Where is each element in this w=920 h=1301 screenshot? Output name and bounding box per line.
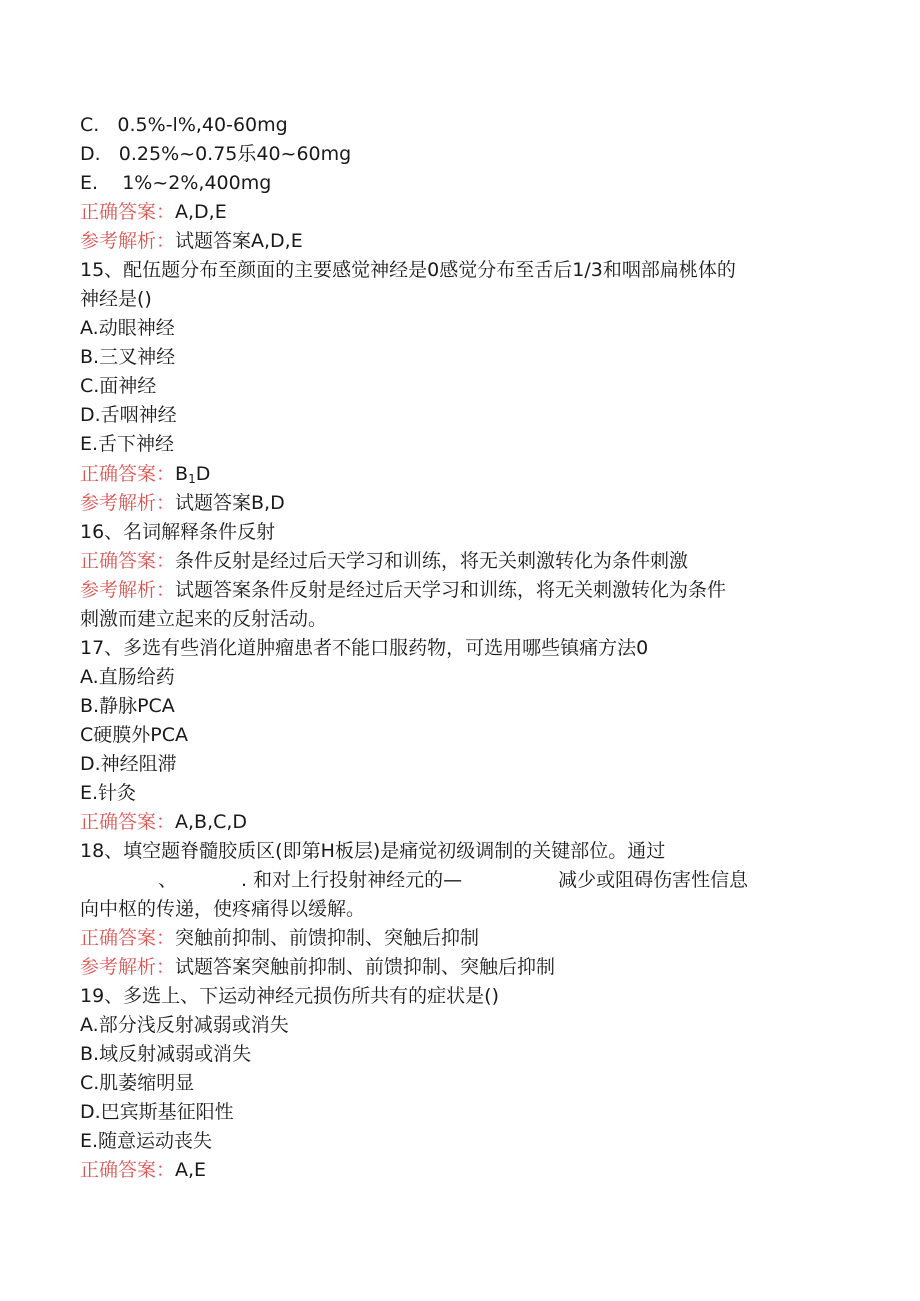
q17-answer [80, 809, 247, 835]
answer-value-b: B [175, 463, 189, 485]
answer-label: 正确答案： [80, 463, 176, 485]
stem-segment: . 和对上行投射神经元的— [241, 869, 463, 891]
q16-analysis-line2: 刺激而建立起来的反射活动。 [80, 608, 328, 630]
answer-value-subscript: 1 [188, 472, 196, 486]
answer-value-d: D [195, 463, 211, 485]
q14-answer [80, 199, 227, 225]
q15-answer [80, 461, 210, 492]
q17-option-a: A.直肠给药 [80, 666, 175, 688]
analysis-value: 试题答案突触前抑制、前馈抑制、突触后抑制 [175, 956, 556, 978]
answer-label: 正确答案： [80, 550, 176, 572]
q14-option-e: E. 1%~2%,400mg [80, 172, 272, 194]
q16-stem: 16、名词解释条件反射 [80, 521, 276, 543]
q17-option-e: E.针灸 [80, 782, 137, 804]
analysis-label: 参考解析： [80, 579, 176, 601]
analysis-label: 参考解析： [80, 956, 176, 978]
q17-option-b: B.静脉PCA [80, 695, 175, 717]
q15-option-e: E.舌下神经 [80, 433, 175, 455]
analysis-value: 试题答案B,D [175, 492, 285, 514]
answer-label: 正确答案： [80, 201, 176, 223]
q19-option-e: E.随意运动丧失 [80, 1130, 213, 1152]
q19-option-b: B.域反射减弱或消失 [80, 1043, 252, 1065]
answer-value: 条件反射是经过后天学习和训练，将无关刺激转化为条件刺激 [175, 550, 689, 572]
q14-option-c: C. 0.5%-l%,40-60mg [80, 114, 288, 136]
q18-stem-line3: 向中枢的传递，使疼痛得以缓解。 [80, 898, 366, 920]
q16-analysis [80, 577, 726, 603]
q19-option-c: C.肌萎缩明显 [80, 1072, 195, 1094]
q19-stem: 19、多选上、下运动神经元损伤所共有的症状是() [80, 985, 500, 1007]
q17-stem: 17、多选有些消化道肿瘤患者不能口服药物，可选用哪些镇痛方法0 [80, 637, 649, 659]
q19-option-a: A.部分浅反射减弱或消失 [80, 1014, 289, 1036]
q18-stem-line1: 18、填空题脊髓胶质区(即第H板层)是痛觉初级调制的关键部位。通过 [80, 840, 666, 862]
q15-option-d: D.舌咽神经 [80, 404, 177, 426]
q14-option-d: D. 0.25%~0.75乐40~60mg [80, 143, 352, 165]
q15-option-b: B.三叉神经 [80, 346, 176, 368]
blank-separator: 、 [158, 869, 178, 891]
q15-option-c: C.面神经 [80, 375, 157, 397]
answer-value: A,D,E [175, 201, 227, 223]
q17-option-d: D.神经阻滞 [80, 753, 177, 775]
q16-answer [80, 548, 688, 574]
q15-option-a: A.动眼神经 [80, 317, 175, 339]
answer-label: 正确答案： [80, 1159, 176, 1181]
analysis-value: 试题答案A,D,E [175, 230, 303, 252]
q17-option-c: C硬膜外PCA [80, 724, 188, 746]
analysis-label: 参考解析： [80, 492, 176, 514]
answer-value: A,E [175, 1159, 207, 1181]
q19-answer [80, 1157, 206, 1183]
analysis-value-line1: 试题答案条件反射是经过后天学习和训练，将无关刺激转化为条件 [175, 579, 727, 601]
answer-label: 正确答案： [80, 927, 176, 949]
q18-answer [80, 925, 479, 951]
answer-value: 突触前抑制、前馈抑制、突触后抑制 [175, 927, 480, 949]
answer-label: 正确答案： [80, 811, 176, 833]
stem-segment-end: 减少或阻碍伤害性信息 [558, 869, 749, 891]
analysis-label: 参考解析： [80, 230, 176, 252]
q18-stem-line2 [80, 867, 748, 893]
q19-option-d: D.巴宾斯基征阳性 [80, 1101, 234, 1123]
answer-value: A,B,C,D [175, 811, 248, 833]
q14-analysis [80, 228, 303, 254]
q15-stem-line2: 神经是() [80, 288, 152, 310]
q15-stem-line1: 15、配伍题分布至颜面的主要感觉神经是0感觉分布至舌后1/3和咽部扁桃体的 [80, 259, 736, 281]
q15-analysis [80, 490, 285, 516]
q18-analysis [80, 954, 555, 980]
